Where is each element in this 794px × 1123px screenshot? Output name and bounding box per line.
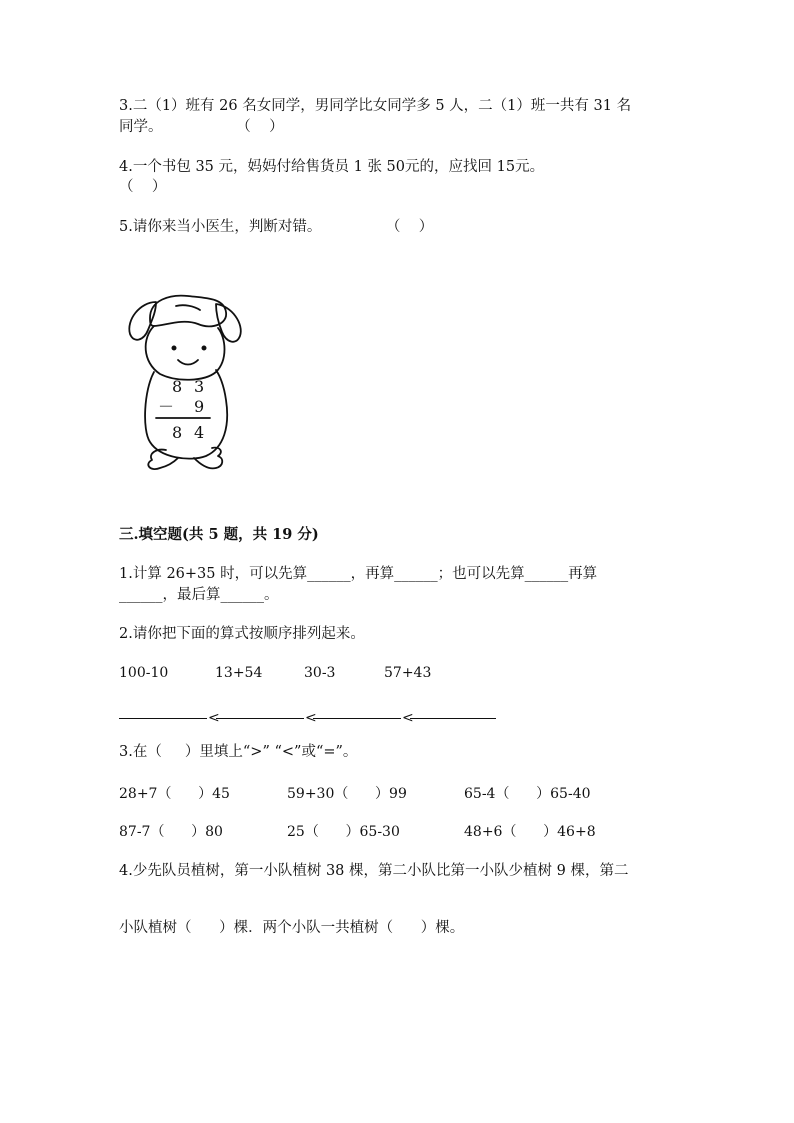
compare-item: 28+7（ ）45 (119, 786, 230, 802)
answer-blank[interactable] (119, 718, 207, 719)
minus-sign: － (158, 397, 175, 416)
answer-blank[interactable] (313, 718, 401, 719)
compare-item: 25（ ）65-30 (287, 824, 400, 840)
expression-item: 100-10 (119, 665, 169, 681)
fill-q2-prompt: 2.请你把下面的算式按顺序排列起来。 (119, 626, 365, 642)
answer-blank[interactable] (410, 718, 496, 719)
less-than-sign: < (208, 710, 220, 726)
compare-item: 59+30（ ）99 (287, 786, 407, 802)
fill-q4-line1: 4.少先队员植树，第一小队植树 38 棵，第二小队比第一小队少植树 9 棵，第二 (119, 863, 629, 879)
minuend-ones: 3 (194, 377, 205, 396)
hat (150, 296, 226, 327)
expression-item: 57+43 (384, 665, 432, 681)
right-ear (216, 304, 241, 342)
tf-q3-line2: 同学。 （ ） (119, 119, 284, 135)
less-than-sign: < (402, 710, 414, 726)
expression-item: 30-3 (304, 665, 336, 681)
ordering-blanks (119, 710, 519, 738)
subtrahend-ones: 9 (194, 397, 205, 416)
fill-q1-line2: ______，最后算______。 (119, 587, 279, 603)
compare-row-2 (119, 821, 679, 841)
compare-row-1 (119, 783, 679, 803)
compare-item: 65-4（ ）65-40 (464, 786, 591, 802)
compare-item: 87-7（ ）80 (119, 824, 223, 840)
doctor-cartoon-figure (120, 290, 260, 480)
tf-q5-line1: 5.请你来当小医生，判断对错。 （ ） (119, 219, 434, 235)
tf-q4-line1: 4.一个书包 35 元，妈妈付给售货员 1 张 50元的，应找回 15元。 (119, 159, 545, 175)
less-than-sign: < (305, 710, 317, 726)
head (146, 326, 225, 380)
tf-q4-line2: （ ） (119, 179, 167, 195)
fill-q1-line1: 1.计算 26+35 时，可以先算______，再算______；也可以先算______再算 (119, 566, 598, 582)
minuend-tens: 8 (172, 377, 183, 396)
result-tens: 8 (172, 423, 183, 442)
fill-q4-line2: 小队植树（ ）棵．两个小队一共植树（ ）棵。 (119, 920, 465, 936)
fill-q3-prompt: 3.在（ ）里填上“>” “<”或“=”。 (119, 744, 358, 760)
result-ones: 4 (194, 423, 205, 442)
tf-q3-line1: 3.二（1）班有 26 名女同学，男同学比女同学多 5 人，二（1）班一共有 31 名 (119, 98, 632, 114)
answer-blank[interactable] (216, 718, 304, 719)
section-heading: 三.填空题(共 5 题，共 19 分) (119, 526, 319, 543)
smile (178, 360, 198, 365)
expression-list (119, 665, 719, 685)
expression-item: 13+54 (215, 665, 263, 681)
compare-item: 48+6（ ）46+8 (464, 824, 596, 840)
